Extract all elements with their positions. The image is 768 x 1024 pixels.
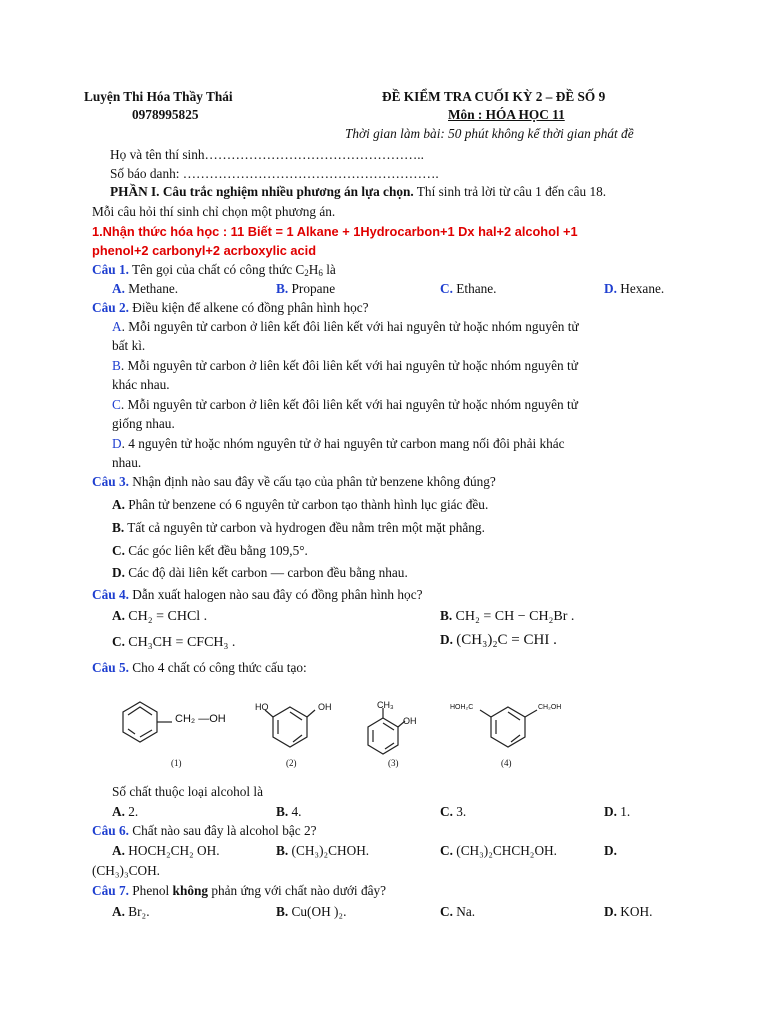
level-note-line1: 1.Nhận thức hóa học : 11 Biết = 1 Alkane + 1Hydrocarbon+1 Dx hal+2 alcohol +1 — [92, 224, 578, 239]
q1-option-d[interactable]: D. Hexane. — [604, 281, 665, 296]
question-3: Câu 3. Nhận định nào sau đây về cấu tạo của phân tử benzene không đúng? — [92, 474, 496, 489]
s3-ch3: CH₃ — [377, 700, 394, 710]
q6-option-b[interactable]: B. (CH₃)₂CHOH. — [276, 843, 370, 858]
q7-option-a[interactable]: A. Br₂. — [112, 904, 150, 919]
part1-heading — [110, 184, 606, 200]
q4-option-c[interactable]: C. CH₃CH = CFCH₃ . — [112, 634, 236, 650]
subject-title: Môn : HÓA HỌC 11 — [448, 107, 565, 122]
q3-option-b[interactable]: B. Tất cả nguyên tử carbon và hydrogen đều nằm trên một mặt phẳng. — [112, 520, 485, 535]
student-id-line: Số báo danh: …………………………………………………. — [110, 166, 439, 181]
s4-right: CH₂OH — [538, 704, 562, 711]
q4-option-d[interactable]: D. (CH₃)₂C = CHI . — [440, 632, 557, 648]
q6-option-c[interactable]: C. (CH₃)₂CHCH₂OH. — [440, 843, 557, 858]
s2-oh: OH — [318, 702, 332, 712]
level-note-line2: phenol+2 carbonyl+2 acrboxylic acid — [92, 243, 317, 258]
s1-group: CH₂ —OH — [175, 713, 226, 725]
question-6: Câu 6. Chất nào sau đây là alcohol bậc 2? — [92, 823, 317, 838]
question-text: Tên gọi của chất có công thức C — [128, 262, 305, 277]
part1-instruction-2: Mỗi câu hỏi thí sinh chỉ chọn một phương án. — [92, 204, 336, 219]
question-2: Câu 2. Điều kiện để alkene có đồng phân hình học? — [92, 300, 369, 315]
q7-option-c[interactable]: C. Na. — [440, 904, 476, 919]
q2-option-a-cont: bất kì. — [112, 338, 146, 353]
q5-option-c[interactable]: C. 3. — [440, 804, 467, 819]
phone-number: 0978995825 — [132, 107, 199, 122]
q2-option-b[interactable]: B. Mỗi nguyên tử carbon ở liên kết đôi liên kết với hai nguyên tử hoặc nhóm nguyên tử — [112, 358, 578, 373]
q7-option-d[interactable]: D. KOH. — [604, 904, 653, 919]
q2-option-a[interactable]: A. Mỗi nguyên tử carbon ở liên kết đôi liên kết với hai nguyên tử hoặc nhóm nguyên tử — [112, 319, 579, 334]
subscript: 2 — [304, 268, 309, 278]
question-text: H — [308, 262, 319, 277]
student-name-line: Họ và tên thí sinh………………………………………….. — [110, 147, 424, 162]
q4-option-a[interactable]: A. CH₂ = CHCl . — [112, 608, 208, 624]
q5-option-b[interactable]: B. 4. — [276, 804, 302, 819]
q2-option-d-cont: nhau. — [112, 455, 142, 470]
part1-instruction: Thí sinh trả lời từ câu 1 đến câu 18. — [413, 184, 607, 199]
s4-left: HOH₂C — [450, 704, 474, 711]
q2-option-d[interactable]: D. 4 nguyên tử hoặc nhóm nguyên tử ở hai nguyên tử carbon mang nối đôi phải khác — [112, 436, 565, 451]
question-4: Câu 4. Dẫn xuất halogen nào sau đây có đồng phân hình học? — [92, 587, 423, 602]
q4-option-b[interactable]: B. CH₂ = CH − CH₂Br . — [440, 608, 575, 624]
q3-option-a[interactable]: A. Phân tử benzene có 6 nguyên tử carbon tạo thành hình lục giác đều. — [112, 497, 489, 512]
q1-option-c[interactable]: C. Ethane. — [440, 281, 497, 296]
question-text: là — [322, 262, 336, 277]
q6-option-d-cont: (CH₃)₃COH. — [92, 863, 160, 878]
question-1 — [92, 262, 336, 278]
q3-option-d[interactable]: D. Các độ dài liên kết carbon — carbon đều bằng nhau. — [112, 565, 408, 580]
q1-option-a[interactable]: A. Methane. — [112, 281, 179, 296]
q2-option-b-cont: khác nhau. — [112, 377, 170, 392]
benzene-ring-1 — [123, 702, 157, 742]
q2-option-c[interactable]: C. Mỗi nguyên tử carbon ở liên kết đôi liên kết với hai nguyên tử hoặc nhóm nguyên tử — [112, 397, 578, 412]
part1-title: PHẦN I. Câu trắc nghiệm nhiều phương án lựa chọn. — [110, 184, 414, 199]
q2-option-c-cont: giống nhau. — [112, 416, 175, 431]
question-label: Câu 1. — [92, 262, 129, 277]
question-5: Câu 5. Cho 4 chất có công thức cấu tạo: — [92, 660, 307, 675]
time-note: Thời gian làm bài: 50 phút không kể thời gian phát đề — [345, 126, 634, 141]
q5-option-a[interactable]: A. 2. — [112, 804, 139, 819]
q5-question: Số chất thuộc loại alcohol là — [112, 784, 264, 799]
school-name: Luyện Thi Hóa Thầy Thái — [84, 89, 233, 104]
s3-oh: OH — [403, 716, 417, 726]
q7-option-b[interactable]: B. Cu(OH )₂. — [276, 904, 347, 919]
structure-label-1: (1) — [171, 758, 182, 768]
subscript: 6 — [318, 268, 323, 278]
structure-label-3: (3) — [388, 758, 399, 768]
question-7: Câu 7. Phenol không phản ứng với chất nào dưới đây? — [92, 883, 387, 898]
q6-option-d[interactable]: D. — [604, 843, 617, 858]
exam-title: ĐỀ KIỂM TRA CUỐI KỲ 2 – ĐỀ SỐ 9 — [382, 89, 606, 104]
q1-option-b[interactable]: B. Propane — [276, 281, 336, 296]
structure-label-4: (4) — [501, 758, 512, 768]
structure-label-2: (2) — [286, 758, 297, 768]
q5-option-d[interactable]: D. 1. — [604, 804, 631, 819]
q3-option-c[interactable]: C. Các góc liên kết đều bằng 109,5°. — [112, 543, 308, 558]
s2-ho: HO — [255, 702, 269, 712]
q6-option-a[interactable]: A. HOCH₂CH₂ OH. — [112, 843, 220, 858]
